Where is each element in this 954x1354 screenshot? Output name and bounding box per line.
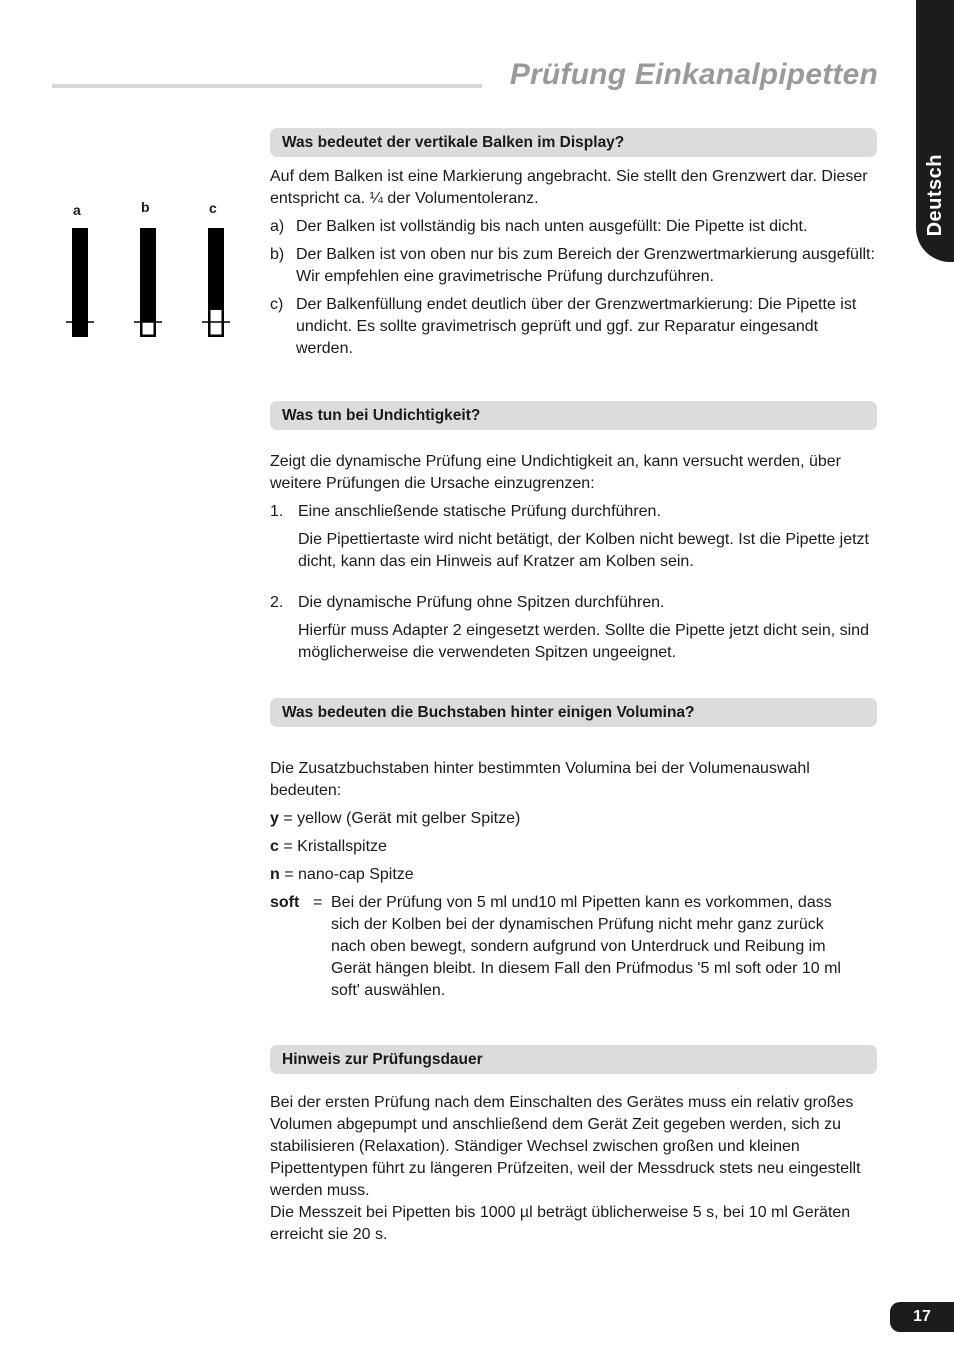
list-item: a) Der Balken ist vollständig bis nach unten ausgefüllt: Die Pipette ist dicht. (270, 218, 808, 235)
bar-label-a: a (73, 202, 81, 218)
list-item: c) Der Balkenfüllung endet deutlich über der Grenzwertmarkierung: Die Pipette ist undicht. Es sollte gravimetrisch geprüft und ggf. zur Reparatur eingesandt werden. (270, 296, 857, 357)
section-heading-leak: Was tun bei Undichtigkeit? (270, 401, 877, 430)
page-number: 17 (890, 1302, 954, 1332)
paragraph: Die Messzeit bei Pipetten bis 1000 µl beträgt üblicherweise 5 s, bei 10 ml Geräten erreicht sie 20 s. (270, 1204, 851, 1243)
definition-item-soft: soft = Bei der Prüfung von 5 ml und10 ml Pipetten kann es vorkommen, dass sich der Kolben bei der dynamischen Prüfung nicht mehr ganz zurück nach oben bewegt, sondern aufgrund von Unterdruck und Reibung im Gerät hängen bleibt. In diesem Fall den Prüfmodus '5 ml soft oder 10 ml soft' auswählen. (270, 894, 841, 999)
definition-item: c = Kristallspitze (270, 838, 387, 855)
section-body-leak (270, 451, 877, 664)
bar-a (66, 228, 94, 337)
paragraph: Bei der ersten Prüfung nach dem Einschalten des Gerätes muss ein relativ großes Volumen abgepumpt und anschließend dem Gerät Zeit gegeben werden, sich zu stabilisieren (Relaxation). Ständiger Wechsel zwischen großen und kleinen Pipettentypen führt zu längeren Prüfzeiten, weil der Messdruck stets neu eingestellt werden muss. (270, 1094, 861, 1199)
bar-label-c: c (209, 200, 217, 216)
step-item: 2. Die dynamische Prüfung ohne Spitzen durchführen. Hierfür muss Adapter 2 eingesetzt werden. Sollte die Pipette jetzt dicht sein, sind möglicherweise die verwendeten Spitzen ungeeignet. (270, 594, 869, 661)
step-item: 1. Eine anschließende statische Prüfung durchführen. Die Pipettiertaste wird nicht betätigt, der Kolben nicht bewegt. Ist die Pipette jetzt dicht, kann das ein Hinweis auf Kratzer am Kolben sein. (270, 503, 869, 570)
header-rule (52, 84, 482, 88)
section-body-duration (270, 1092, 877, 1246)
bar-label-b: b (141, 199, 150, 215)
section-intro: Zeigt die dynamische Prüfung eine Undichtigkeit an, kann versucht werden, über weitere Prüfungen die Ursache einzugrenzen: (270, 453, 841, 492)
section-body-letters (270, 758, 877, 1002)
page-title: Prüfung Einkanalpipetten (509, 58, 878, 91)
section-body-display-bar (270, 166, 877, 360)
section-heading-duration: Hinweis zur Prüfungsdauer (270, 1045, 877, 1074)
definition-item: n = nano-cap Spitze (270, 866, 414, 883)
section-heading-display-bar: Was bedeutet der vertikale Balken im Display? (270, 128, 877, 157)
bar-c (202, 228, 230, 337)
list-item: b) Der Balken ist von oben nur bis zum Bereich der Grenzwertmarkierung ausgefüllt: Wir empfehlen eine gravimetrische Prüfung durchzuführen. (270, 246, 875, 285)
language-tab-label: Deutsch (923, 153, 946, 236)
definition-item: y = yellow (Gerät mit gelber Spitze) (270, 810, 521, 827)
language-tab (916, 0, 954, 262)
section-intro: Die Zusatzbuchstaben hinter bestimmten Volumina bei der Volumenauswahl bedeuten: (270, 760, 810, 799)
bar-b (134, 228, 162, 337)
section-heading-letters: Was bedeuten die Buchstaben hinter einigen Volumina? (270, 698, 877, 727)
section-intro: Auf dem Balken ist eine Markierung angebracht. Sie stellt den Grenzwert dar. Dieser entspricht ca. ¼ der Volumentoleranz. (270, 168, 868, 207)
display-bars-figure (0, 222, 240, 352)
